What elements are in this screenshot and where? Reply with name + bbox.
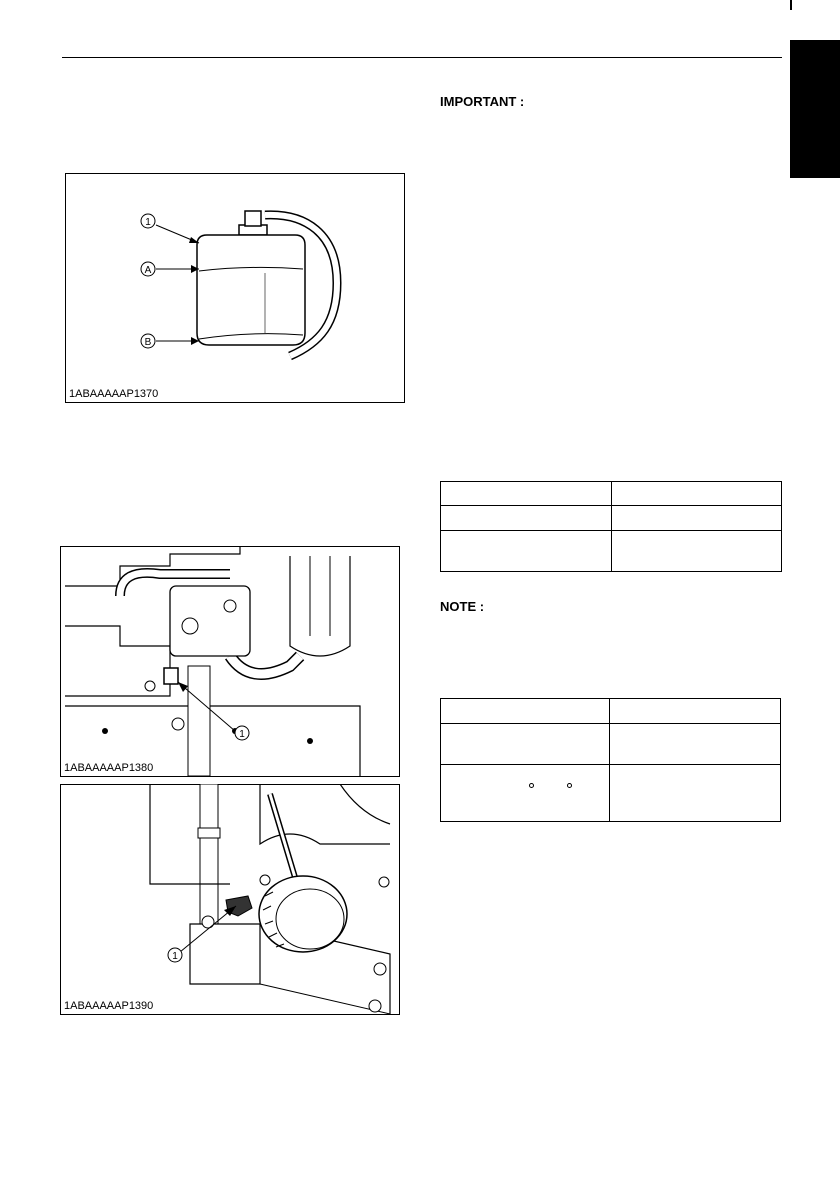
callout-1: 1 [172,951,178,962]
figure-recovery-tank [65,173,405,403]
degree-symbol [567,783,572,788]
table-row [441,482,782,506]
table-cell [441,765,610,822]
table-row [441,506,782,531]
table-cell [612,531,782,572]
figure-drain-plug [60,784,400,1015]
spec-table-1 [440,481,782,572]
spec-table-2 [440,698,781,822]
table-row [441,724,781,765]
table-row [441,765,781,822]
table-cell [610,724,781,765]
drain-cock-illustration [60,546,400,777]
callout-b: B [144,337,152,348]
table-cell [441,531,612,572]
table-row [441,699,781,724]
table-cell [610,699,781,724]
callout-1: 1 [145,217,151,228]
degree-symbol [529,783,534,788]
callout-a: A [144,265,152,276]
table-cell [612,506,782,531]
table-cell [612,482,782,506]
table-cell [610,765,781,822]
figure-code: 1ABAAAAAP1380 [64,762,154,774]
table-cell [441,506,612,531]
section-tab [790,40,840,178]
recovery-tank-illustration [65,173,405,403]
header-rule [62,57,782,58]
figure-code: 1ABAAAAAP1370 [69,388,159,400]
callout-1: 1 [239,729,245,740]
figure-code: 1ABAAAAAP1390 [64,1000,154,1012]
table-cell [441,699,610,724]
table-row [441,531,782,572]
figure-drain-cock [60,546,400,777]
top-crop-mark [790,0,792,10]
table-cell [441,724,610,765]
note-heading: NOTE : [440,599,485,614]
table-cell [441,482,612,506]
drain-plug-illustration [60,784,400,1015]
important-heading: IMPORTANT : [440,94,525,109]
